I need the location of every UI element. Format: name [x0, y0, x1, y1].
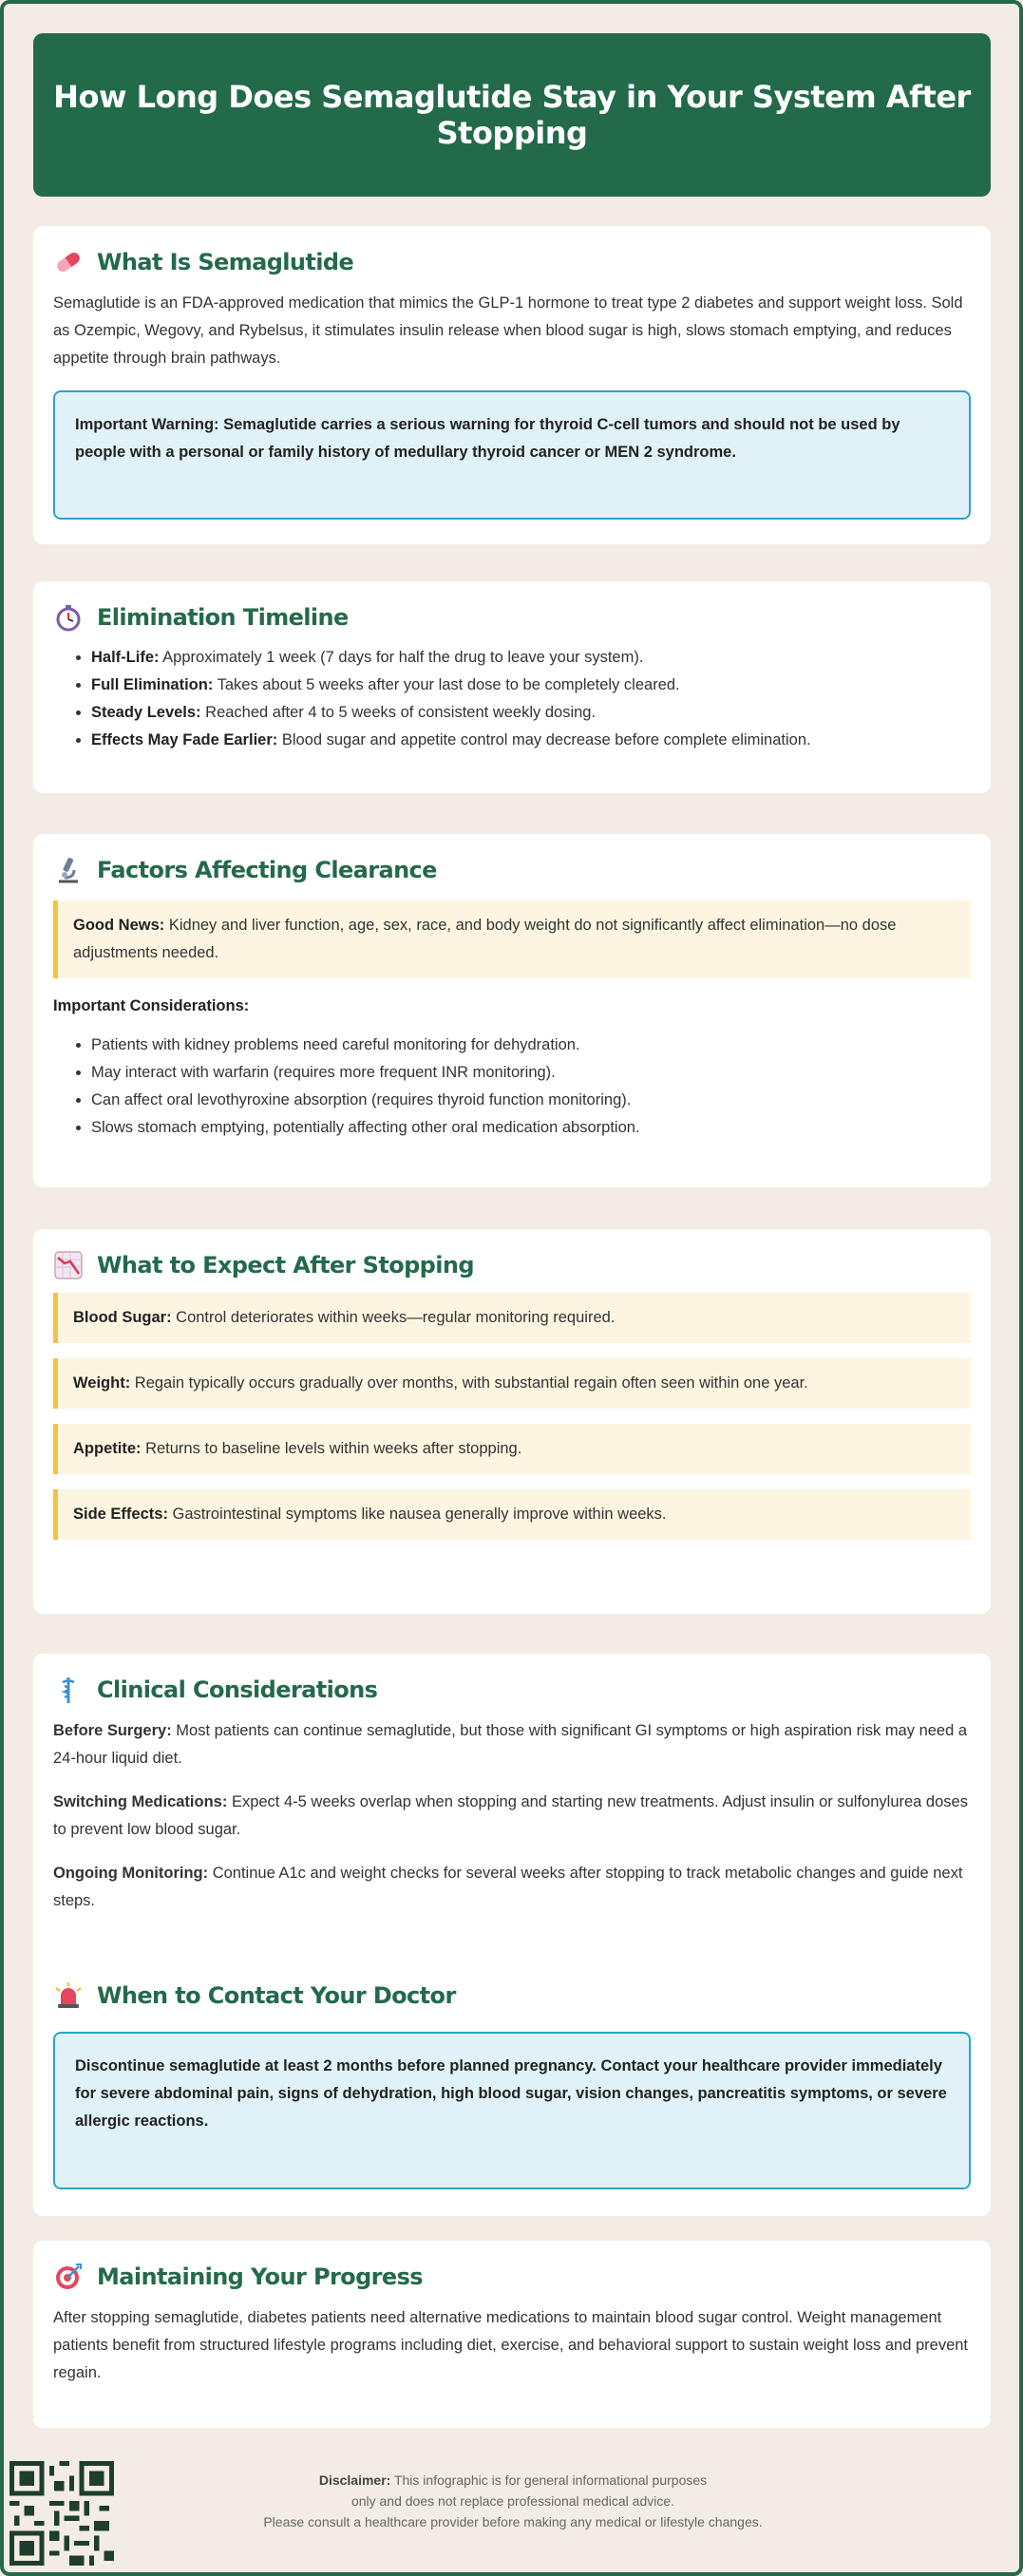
- infographic: [33, 33, 991, 2381]
- section-body: Semaglutide is an FDA-approved medication that mimics the GLP-1 hormone to treat type 2 diabetes and support weight loss. Sold as Ozempic, Wegovy, and Rybelsus, it stimulates insulin release when blood sugar is high, slows stomach emptying, and reduces appetite through brain pathways.: [53, 294, 963, 367]
- appetite-note: Appetite: Returns to baseline levels within weeks after stopping.: [53, 1424, 971, 1474]
- section-clinical: [33, 1654, 991, 1986]
- section-title: What Is Semaglutide: [97, 249, 354, 275]
- footer: [0, 2456, 1023, 2576]
- list-item: • Half-Life: Approximately 1 week (7 days for half the drug to leave your system).: [91, 644, 971, 672]
- list-item: • Full Elimination: Takes about 5 weeks after your last dose to be completely cleared.: [91, 672, 971, 699]
- disclaimer: Disclaimer: This infographic is for general informational purposes only and does not replace professional medical advice. Please consult a healthcare provider before making any medical or lifestyle changes.: [263, 2472, 763, 2529]
- blood-sugar-note: Blood Sugar: Control deteriorates within weeks—regular monitoring required.: [53, 1293, 971, 1343]
- chart-decreasing-icon: [53, 1250, 84, 1280]
- list-item: • Steady Levels: Reached after 4 to 5 weeks of consistent weekly dosing.: [91, 699, 971, 727]
- thyroid-warning-box: Important Warning: Semaglutide carries a serious warning for thyroid C-cell tumors and should not be used by people with a personal or family history of medullary thyroid cancer or MEN 2 syndrome.: [53, 390, 971, 520]
- contact-doctor-warning-box: Discontinue semaglutide at least 2 months before planned pregnancy. Contact your healthcare provider immediately for severe abdominal pain, signs of dehydration, high blood sugar, vision changes, pancreatitis symptoms, or severe allergic reactions.: [53, 2032, 971, 2189]
- list-item: • Effects May Fade Earlier: Blood sugar and appetite control may decrease before complete elimination.: [91, 727, 971, 754]
- siren-icon: [53, 1980, 84, 2011]
- section-doctor: [33, 1960, 991, 2216]
- list-item: • Can affect oral levothyroxine absorption (requires thyroid function monitoring).: [91, 1087, 971, 1114]
- list-item: • Patients with kidney problems need careful monitoring for dehydration.: [91, 1032, 971, 1059]
- microscope-icon: [53, 855, 84, 885]
- target-icon: [53, 2262, 84, 2292]
- section-factors: [33, 834, 991, 1187]
- section-body: After stopping semaglutide, diabetes patients need alternative medications to maintain blood sugar control. Weight management patients benefit from structured lifestyle programs including diet, exercise, and behavioral support to sustain weight loss and prevent regain.: [53, 2309, 969, 2381]
- considerations-heading: Important Considerations:: [53, 997, 250, 1014]
- section-title: Clinical Considerations: [97, 1676, 378, 1703]
- side-effects-note: Side Effects: Gastrointestinal symptoms like nausea generally improve within weeks.: [53, 1489, 971, 1540]
- stopwatch-icon: [53, 602, 84, 633]
- considerations-list: [53, 1032, 971, 1142]
- before-surgery-paragraph: Before Surgery: Most patients can continue semaglutide, but those with significant GI symptoms or high aspiration risk may need a 24-hour liquid diet.: [53, 1722, 968, 1767]
- weight-note: Weight: Regain typically occurs gradually over months, with substantial regain often seen within one year.: [53, 1358, 971, 1409]
- good-news-note: Good News: Kidney and liver function, age, sex, race, and body weight do not significantly affect elimination—no dose adjustments needed.: [53, 900, 971, 978]
- section-title: What to Expect After Stopping: [97, 1252, 474, 1279]
- switching-medications-paragraph: Switching Medications: Expect 4-5 weeks overlap when stopping and starting new treatments. Adjust insulin or sulfonylurea doses to prevent low blood sugar.: [53, 1793, 968, 1838]
- section-title: Maintaining Your Progress: [97, 2263, 423, 2290]
- section-title: Elimination Timeline: [97, 604, 349, 631]
- section-timeline: [33, 581, 991, 793]
- section-title: Factors Affecting Clearance: [97, 857, 437, 883]
- qr-code: [9, 2461, 114, 2566]
- pill-icon: [53, 247, 84, 277]
- medical-symbol-icon: [53, 1675, 84, 1705]
- section-title: When to Contact Your Doctor: [97, 1982, 456, 2009]
- page-title: How Long Does Semaglutide Stay in Your System After Stopping: [53, 79, 971, 151]
- section-progress: [33, 2241, 991, 2428]
- section-what-is: [33, 226, 991, 544]
- list-item: • Slows stomach emptying, potentially affecting other oral medication absorption.: [91, 1114, 971, 1142]
- ongoing-monitoring-paragraph: Ongoing Monitoring: Continue A1c and weight checks for several weeks after stopping to track metabolic changes and guide next steps.: [53, 1865, 963, 1909]
- section-expect: [33, 1229, 991, 1614]
- list-item: • May interact with warfarin (requires more frequent INR monitoring).: [91, 1059, 971, 1087]
- header-banner: [33, 33, 991, 197]
- timeline-list: [53, 644, 971, 754]
